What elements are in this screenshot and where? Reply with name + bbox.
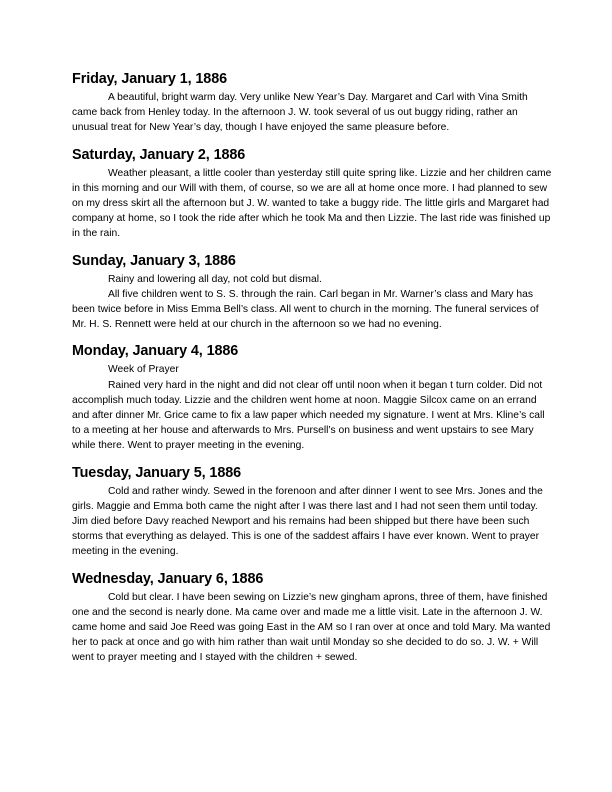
diary-entry [72, 464, 552, 560]
entry-date: Friday, January 1, 1886 [72, 71, 228, 87]
entry-paragraph: Week of Prayer [108, 364, 179, 376]
entry-paragraph: Cold but clear. I have been sewing on Lizzie’s new gingham aprons, three of them, have finished one and the second is nearly done. Ma came over and made me a little visit. Late in the afternoon J. W. came home and said Joe Reed was going East in the AM so I ran over at once and told Mary. Ma wanted her to pack at once and go with him rather than wait until Monday so she decided to do so. J. W. + Will went to prayer meeting and I stayed with the children + sewed. [72, 591, 551, 664]
diary-entry [72, 342, 552, 453]
entry-paragraph: Rainy and lowering all day, not cold but dismal. [108, 273, 322, 285]
entry-date: Saturday, January 2, 1886 [72, 146, 246, 163]
entry-paragraph: All five children went to S. S. through the rain. Carl began in Mr. Warner’s class and Mary has been twice before in Miss Emma Bell’s class. All went to church in the morning. The funeral services of Mr. H. S. Rennett were held at our church in the afternoon so we had no evening. [72, 288, 539, 331]
entry-paragraph: Weather pleasant, a little cooler than yesterday still quite spring like. Lizzie and her children came in this morning and our Will with them, of course, so we are all at home once more. I had planned to sew on my dress skirt all the afternoon but J. W. wanted to take a buggy ride. The little girls and Margaret had company at home, so I took the ride after which he took Ma and then Lizzie. The last ride was finished up in the rain. [72, 167, 552, 240]
entry-date: Wednesday, January 6, 1886 [72, 570, 264, 587]
diary-entry [72, 570, 552, 666]
diary-entry [72, 252, 552, 333]
entry-paragraph: A beautiful, bright warm day. Very unlike New Year’s Day. Margaret and Carl with Vina Smith came back from Henley today. In the afternoon J. W. took several of us out buggy riding, rather an unusual treat for New Year’s day, though I have enjoyed the same pleasure before. [72, 92, 528, 134]
entry-date: Sunday, January 3, 1886 [72, 252, 236, 269]
diary-entry [72, 70, 552, 136]
entry-paragraph: Rained very hard in the night and did not clear off until noon when it began t turn colder. Did not accomplish much today. Lizzie and the children went home at noon. Maggie Silcox came on an errand and after dinner Mr. Grice came to fix a law paper which needed my signature. I went at Mrs. Kline’s call to a meeting at her house and afterwards to Mrs. Pursell’s on business and went upstairs to see Mary while there. Went to prayer meeting in the evening. [72, 379, 545, 452]
entry-date: Monday, January 4, 1886 [72, 343, 239, 360]
diary-entry [72, 146, 552, 242]
entry-date: Tuesday, January 5, 1886 [72, 464, 242, 481]
entry-paragraph: Cold and rather windy. Sewed in the forenoon and after dinner I went to see Mrs. Jones and the girls. Maggie and Emma both came the night after I was there last and I had not seen them until today. Jim died before Davy reached Newport and his remains had been shipped but there have been such storms that everything as delayed. This is one of the saddest affairs I have ever known. Went to prayer meeting in the evening. [72, 485, 543, 558]
